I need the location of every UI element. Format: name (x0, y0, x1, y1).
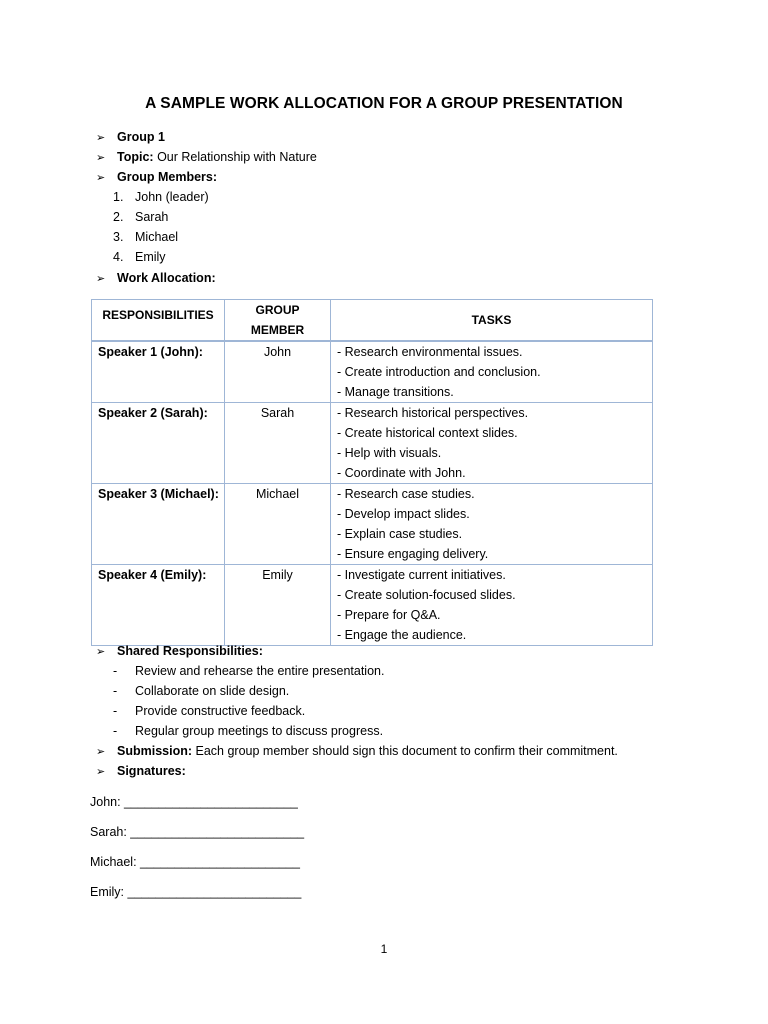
responsibility-cell: Speaker 2 (Sarah): (92, 403, 225, 484)
topic-label: Topic: (117, 150, 154, 164)
shared-item (113, 681, 289, 701)
signature-line-john[interactable]: John: _________________________ (90, 795, 298, 809)
task-item: - Investigate current initiatives. (337, 568, 506, 582)
shared-text: Collaborate on slide design. (135, 684, 290, 698)
submission-text: Each group member should sign this document to confirm their commitment. (195, 744, 618, 758)
table-row (92, 341, 653, 403)
list-number: 4. (113, 250, 124, 264)
member-name: Emily (135, 250, 166, 264)
bullet-shared (96, 641, 263, 661)
tasks-cell (331, 341, 653, 403)
member-item (113, 247, 166, 267)
header-member-line2: MEMBER (250, 323, 305, 337)
responsibility-cell: Speaker 4 (Emily): (92, 565, 225, 646)
header-responsibilities: RESPONSIBILITIES (92, 300, 225, 342)
member-name: John (leader) (135, 190, 209, 204)
task-item: - Research historical perspectives. (337, 406, 529, 420)
tasks-cell (331, 565, 653, 646)
responsibility-cell: Speaker 1 (John): (92, 341, 225, 403)
bullet-group (96, 127, 165, 147)
task-item: - Create historical context slides. (337, 426, 518, 440)
shared-item (113, 661, 384, 681)
page-number: 1 (380, 942, 388, 956)
bullet-signatures (96, 761, 186, 781)
list-number: 2. (113, 210, 124, 224)
dash-bullet: - (113, 724, 118, 738)
arrow-bullet-icon: ➢ (96, 172, 106, 184)
signatures-label: Signatures: (117, 764, 186, 778)
shared-text: Provide constructive feedback. (135, 704, 306, 718)
task-item: - Prepare for Q&A. (337, 608, 441, 622)
member-name: Michael (135, 230, 179, 244)
work-label: Work Allocation: (117, 271, 216, 285)
topic-value: Our Relationship with Nature (157, 150, 317, 164)
dash-bullet: - (113, 684, 118, 698)
arrow-bullet-icon: ➢ (96, 152, 106, 164)
task-item: - Coordinate with John. (337, 466, 466, 480)
arrow-bullet-icon: ➢ (96, 766, 106, 778)
task-item: - Engage the audience. (337, 628, 467, 642)
signature-line-emily[interactable]: Emily: _________________________ (90, 885, 302, 899)
arrow-bullet-icon: ➢ (96, 132, 106, 144)
table-row (92, 565, 653, 646)
dash-bullet: - (113, 704, 118, 718)
arrow-bullet-icon: ➢ (96, 746, 106, 758)
shared-label: Shared Responsibilities: (117, 644, 263, 658)
list-number: 3. (113, 230, 124, 244)
shared-text: Review and rehearse the entire presentation. (135, 664, 385, 678)
task-item: - Research case studies. (337, 487, 475, 501)
arrow-bullet-icon: ➢ (96, 273, 106, 285)
shared-text: Regular group meetings to discuss progress. (135, 724, 384, 738)
bullet-members (96, 167, 217, 187)
dash-bullet: - (113, 664, 118, 678)
member-name: Sarah (135, 210, 169, 224)
signature-line-michael[interactable]: Michael: _______________________ (90, 855, 300, 869)
header-group-member (225, 300, 331, 342)
bullet-work-allocation (96, 268, 216, 288)
member-item (113, 187, 209, 207)
task-item: - Manage transitions. (337, 385, 454, 399)
bullet-topic (96, 147, 317, 167)
header-member-line1: GROUP (255, 303, 300, 317)
task-item: - Explain case studies. (337, 527, 463, 541)
group-label: Group 1 (117, 130, 165, 144)
tasks-cell (331, 403, 653, 484)
member-cell: John (225, 341, 331, 403)
task-item: - Ensure engaging delivery. (337, 547, 489, 561)
list-number: 1. (113, 190, 124, 204)
task-item: - Create introduction and conclusion. (337, 365, 541, 379)
member-cell: Emily (225, 565, 331, 646)
table-row (92, 403, 653, 484)
submission-label: Submission: (117, 744, 193, 758)
work-allocation-table (91, 299, 653, 646)
shared-item (113, 701, 305, 721)
members-label: Group Members: (117, 170, 218, 184)
task-item: - Help with visuals. (337, 446, 442, 460)
task-item: - Create solution-focused slides. (337, 588, 516, 602)
table-header-row (92, 300, 653, 342)
responsibility-cell: Speaker 3 (Michael): (92, 484, 225, 565)
tasks-cell (331, 484, 653, 565)
document-title: A SAMPLE WORK ALLOCATION FOR A GROUP PRESENTATION (145, 95, 623, 112)
arrow-bullet-icon: ➢ (96, 646, 106, 658)
task-item: - Research environmental issues. (337, 345, 523, 359)
member-cell: Michael (225, 484, 331, 565)
member-cell: Sarah (225, 403, 331, 484)
table-row (92, 484, 653, 565)
signature-line-sarah[interactable]: Sarah: _________________________ (90, 825, 305, 839)
member-item (113, 227, 178, 247)
shared-item (113, 721, 383, 741)
task-item: - Develop impact slides. (337, 507, 470, 521)
bullet-submission (96, 741, 618, 761)
header-tasks: TASKS (331, 300, 653, 342)
member-item (113, 207, 168, 227)
